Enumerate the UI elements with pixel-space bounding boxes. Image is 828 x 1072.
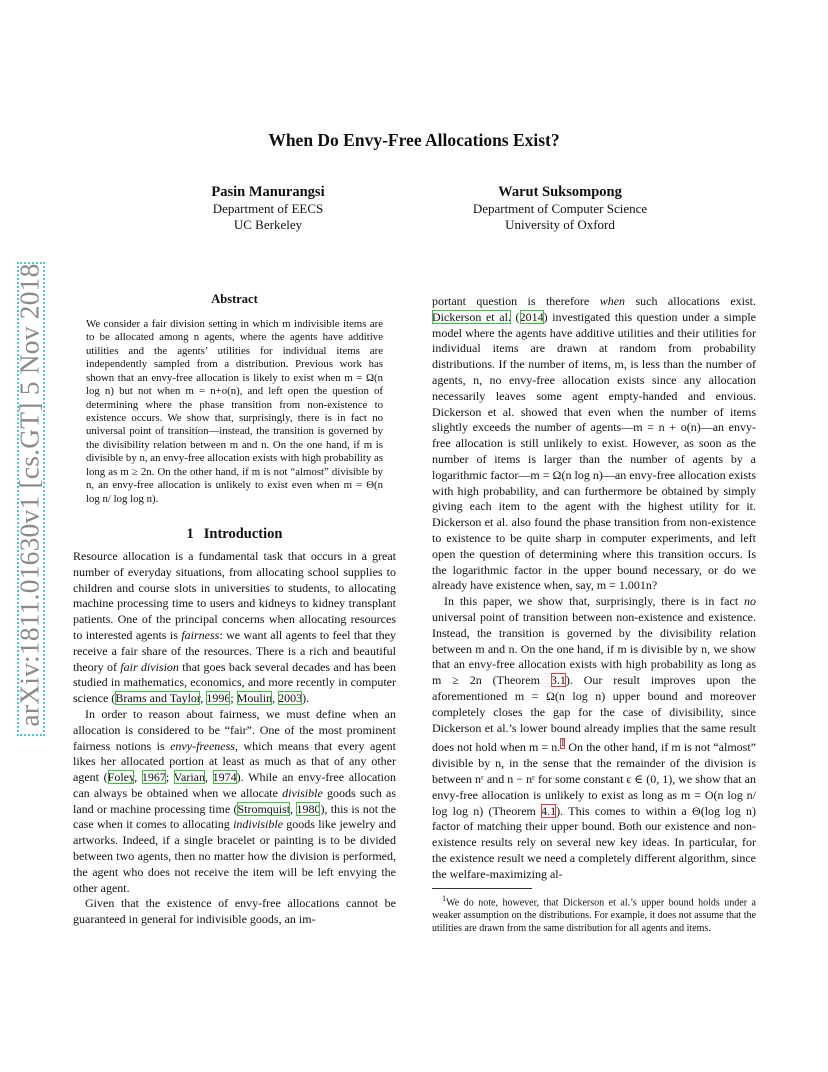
citation-link[interactable]: 1980 <box>296 801 321 816</box>
text-run: Resource allocation is a fundamental task that occurs in a great number of everyday situations, from allocating school supplies to children and course slots in universities to students, to allocating machine processing time to users and kidneys to kidney transplant patients. One of the principal concerns when allocating resources to interested agents is <box>73 548 396 642</box>
emphasis: fair division <box>120 659 179 674</box>
footnote <box>432 893 756 935</box>
author-name: Pasin Manurangsi <box>211 184 325 200</box>
emphasis: fairness <box>181 627 220 642</box>
emphasis: envy-freeness <box>170 738 235 753</box>
citation-link[interactable]: 1967 <box>141 770 166 785</box>
citation-link[interactable]: 1974 <box>212 770 237 785</box>
emphasis: when <box>599 294 626 308</box>
text-run: , <box>290 801 297 816</box>
citation-link[interactable]: 1996 <box>206 691 231 706</box>
text-run: ) investigated this question under a simple model where the agents have additive utilities and their utilities for individual items are drawn at random from probability distributions. If the number of items, m, is less than the number of agents, n, no envy-free allocation exists since any allocation necessarily leaves some agent empty-handed and envious. Dickerson et al. showed that even when the number of items slightly exceeds the number of agents—m = n + o(n)—an envy-free allocation is still unlikely to exist. However, as soon as the number of items is larger than the number of agents by a logarithmic factor—m = Ω(n log n)—an envy-free allocation exists with high probability, and can furthermore be obtained by simply giving each item to the agent with the highest utility for it. Dickerson et al. also found the phase transition from non-existence to existence to be quite sharp in computer experiments, and left open the question of determining where this transition occurs. Is the logarithmic factor in the upper bound necessary, or do we already have existence when, say, m = 1.001n? <box>432 309 757 593</box>
citation-link[interactable]: Stromquist <box>237 801 291 816</box>
emphasis: divisible <box>282 785 323 800</box>
emphasis: indivisible <box>233 817 284 832</box>
text-run: ). This comes to within a Θ(log log n) factor of matching their upper bound. Both our existence and non-existence results rely on several new key ideas. In particular, for the existence result we need a completely different algorithm, since the welfare-maximizing al- <box>432 803 756 881</box>
left-column <box>73 292 396 928</box>
theorem-link[interactable]: 4.1 <box>541 803 557 818</box>
author-affil: UC Berkeley <box>233 216 303 232</box>
author-name: Warut Suksompong <box>498 184 622 200</box>
paper-title: When Do Envy-Free Allocations Exist? <box>268 130 560 150</box>
text-run: , which means that every agent likes her allocated portion at least as much as that of any other agent ( <box>73 738 396 785</box>
text-run: , <box>205 770 213 785</box>
citation-link[interactable]: Varian <box>173 770 205 785</box>
right-column <box>432 294 756 935</box>
right-paragraph-2 <box>432 594 756 882</box>
text-run: such allocations exist. <box>625 294 756 308</box>
citation-link[interactable]: Moulin <box>236 691 273 706</box>
author-block-2 <box>460 183 660 232</box>
text-run: ; <box>165 770 174 785</box>
text-run: goods such as land or machine processing time ( <box>73 785 396 816</box>
author-affil: University of Oxford <box>505 216 615 232</box>
author-dept: Department of Computer Science <box>472 201 648 216</box>
text-run: that goes back several decades and has been studied in mathematics, economics, and more recently in computer science ( <box>73 659 396 706</box>
text-run: On the other hand, if m is not “almost” divisible by n, in the sense that the remainder of the division is between nᵋ and n − nᵋ for some constant ϵ ∈ (0, 1), we show that an envy-free allocation is unlikely to exist as long as m = O(n log n/ log log n) (Theorem <box>432 740 756 818</box>
right-paragraph-1 <box>432 294 756 594</box>
section-title: Introduction <box>203 526 283 543</box>
section-number: 1 <box>186 526 194 543</box>
author-block-1 <box>168 183 368 232</box>
text-run: ; <box>230 691 237 706</box>
author-dept: Department of EECS <box>212 201 324 216</box>
arxiv-stamp[interactable] <box>10 255 50 735</box>
text-run: ). <box>302 691 310 706</box>
text-run: portant question is therefore <box>432 294 600 308</box>
text-run: ), this is not the case when it comes to allocating <box>73 801 397 832</box>
theorem-link[interactable]: 3.1 <box>550 673 566 688</box>
citation-link[interactable]: Foley <box>107 770 135 785</box>
text-run: : we want all agents to feel that they receive a fair share of the resources. There is a rich and beautiful theory of <box>73 627 396 674</box>
section-heading-introduction <box>73 527 396 543</box>
arxiv-id[interactable]: arXiv:1811.01630v1 [cs.GT] 5 Nov 2018 <box>14 263 45 727</box>
footnote-mark: 1 <box>442 894 447 904</box>
text-run: , <box>200 691 207 706</box>
footnote-rule <box>432 888 532 889</box>
footnote-text: We do note, however, that Dickerson et al.’s upper bound holds under a weaker assumption on the distributions. For example, it does not assume that the utilities are drawn from the same distribution for all agents and items. <box>432 897 756 934</box>
footnote-link[interactable]: 1 <box>560 738 566 750</box>
abstract-heading: Abstract <box>211 292 258 306</box>
text-run: ). While an envy-free allocation can always be obtained when we allocate <box>73 770 397 800</box>
abstract-text: We consider a fair division setting in which m indivisible items are to be allocated among n agents, where the agents have additive utilities and the agents’ utilities for individual items are independently sampled from a distribution. Previous work has shown that an envy-free allocation is likely to exist when m = Ω(n log n) but not when m = n+o(n), and left open the question of determining where the phase transition from non-existence to existence occurs. We show that, surprisingly, there is in fact no universal point of transition—instead, the transition is governed by the divisibility relation between m and n. On the one hand, if m is divisible by n, an envy-free allocation exists with high probability as long as m ≥ 2n. On the other hand, if m is not “almost” divisible by n, an envy-free allocation is unlikely to exist even when m = Θ(n log n/ log log n). <box>86 317 383 505</box>
citation-link[interactable]: Dickerson et al. <box>432 309 511 324</box>
intro-paragraph-3: Given that the existence of envy-free allocations cannot be guaranteed in general for indivisible goods, an im- <box>73 896 396 927</box>
citation-link[interactable]: 2014 <box>519 309 544 324</box>
intro-paragraph-2 <box>73 707 396 897</box>
text-run: goods like jewelry and artworks. Indeed, if a single bracelet or painting is to be divided between two agents, then no matter how the division is performed, the agent who does not receive the item will be left envying the other agent. <box>73 817 396 895</box>
intro-paragraph-1 <box>73 549 396 707</box>
citation-link[interactable]: Brams and Taylor <box>115 691 201 706</box>
text-run: universal point of transition between non-existence and existence. Instead, the transition is governed by the divisibility relation between m and n. On the one hand, if m is divisible by n, we show that an envy-free allocation exists with high probability as long as m ≥ 2n (Theorem <box>432 609 756 688</box>
text-run: ( <box>510 309 520 324</box>
text-run: In this paper, we show that, surprisingly, there is in fact <box>444 594 744 609</box>
text-run: ). Our result improves upon the aforementioned m = Ω(n log n) upper bound and moreover completely closes the gap for the case of divisibility, since Dickerson et al.’s lower bound already implies that the same result does not hold when m = n. <box>432 673 756 755</box>
citation-link[interactable]: 2003 <box>278 691 303 706</box>
emphasis: no <box>744 594 756 609</box>
text-run: , <box>134 770 142 785</box>
text-run: , <box>272 691 279 706</box>
text-run: In order to reason about fairness, we must define when an allocation is considered to be “fair”. One of the most prominent fairness notions is <box>73 706 396 753</box>
